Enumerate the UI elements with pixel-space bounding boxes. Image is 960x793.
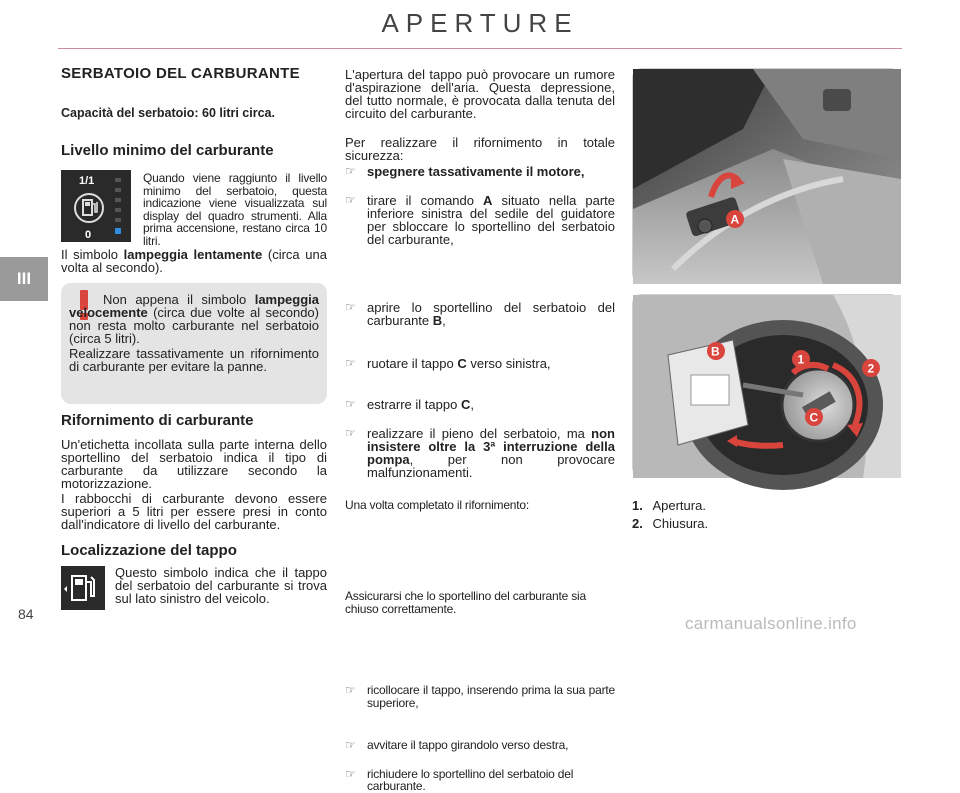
warning-text-1-pre: Non appena il simbolo [103, 292, 255, 307]
title-rule [58, 48, 902, 49]
page-number: 84 [18, 606, 34, 622]
after-title: Una volta completato il rifornimento: [345, 498, 530, 512]
warning-text-1-post: (circa due volte al secondo) non resta molto carburante nel serbatoio (circa 5 litri). [69, 305, 319, 346]
after-item-1: ☞ ricollocare il tappo, inserendo prima la sua parte superiore, [345, 684, 615, 709]
step-5-post: , [470, 397, 474, 412]
step-5-pre: estrarre il tappo [367, 397, 461, 412]
after-final: Assicurarsi che lo sportellino del carburante sia chiuso correttamente. [345, 589, 586, 616]
step-6-bold: non insistere oltre la 3ª interruzione della pompa [367, 426, 615, 467]
blink-text-pre: Il simbolo [61, 247, 124, 262]
step-4 [345, 357, 615, 370]
main-heading: SERBATOIO DEL CARBURANTE [61, 65, 300, 82]
label-1: 1 [797, 352, 805, 367]
step-4-post: verso sinistra, [466, 356, 551, 371]
blink-text-post: (circa una volta al secondo). [61, 247, 327, 275]
gauge-top-label: 1/1 [79, 175, 95, 187]
fuel-cap-photo [632, 294, 900, 477]
min-level-text: Quando viene raggiunto il livello minimo del serbatoio, questa indicazione viene visualizzata sul display del quadro strumenti. Alla prima accensione, restano circa 10 litri. [143, 171, 327, 248]
min-level-heading: Livello minimo del carburante [61, 142, 274, 159]
chapter-tab: III [0, 257, 48, 301]
watermark: carmanualsonline.info [685, 614, 857, 633]
step-6 [345, 427, 615, 479]
label-2: 2 [867, 361, 875, 376]
cap-location-heading: Localizzazione del tappo [61, 542, 237, 559]
legend-text-2: Chiusura. [652, 516, 709, 531]
legend-num-1: 1. [632, 498, 643, 513]
step-2-post: situato nella parte inferiore sinistra del sedile del guidatore per sbloccare lo sportellino del serbatoio del carburante, [367, 193, 616, 247]
fuel-door-side-icon [61, 566, 105, 610]
legend-item-2 [632, 516, 708, 531]
step-4-pre: ruotare il tappo [367, 356, 458, 371]
step-3-post: , [442, 313, 446, 328]
refuel-text-2: I rabbocchi di carburante devono essere superiori a 5 litri per essere presi in conto dall'indicatore di livello del carburante. [61, 491, 327, 532]
step-5 [345, 398, 615, 411]
step-3 [345, 301, 615, 327]
warning-text-1 [69, 293, 319, 345]
label-b: B [711, 344, 720, 359]
step-4-bold: C [457, 356, 467, 371]
legend-text-1: Apertura. [652, 498, 706, 513]
warning-box [61, 283, 327, 404]
step-3-pre: aprire lo sportellino del serbatoio del carburante [367, 300, 615, 328]
intro-text: L'apertura del tappo può provocare un rumore d'aspirazione dell'aria. Questa depressione, del tutto normale, è provocata dalla tenuta del circuito del carburante. [345, 67, 615, 121]
legend-num-2: 2. [632, 516, 643, 531]
blink-text-bold: lampeggia lentamente [123, 247, 263, 262]
label-a: A [730, 212, 740, 227]
step-2 [345, 194, 615, 246]
step-2-pre: tirare il comando [367, 193, 484, 208]
after-item-3: ☞ richiudere lo sportellino del serbatoio del carburante. [345, 768, 615, 793]
warning-text-2: Realizzare tassativamente un rifornimento di carburante per evitare la panne. [69, 346, 319, 374]
fuel-gauge-icon [61, 170, 131, 242]
step-1-bold: spegnere tassativamente il motore, [367, 164, 585, 179]
step-6-post: , per non provocare malfunzionamenti. [367, 452, 615, 480]
gauge-bottom-label: 0 [85, 229, 92, 241]
refuel-text-1: Un'etichetta incollata sulla parte interna dello sportellino del serbatoio indica il tipo di carburante da utilizzare secondo la motorizzazione. [61, 437, 327, 491]
page-title: APERTURE [381, 8, 579, 38]
warning-text-1-bold: lampeggia velocemente [69, 292, 319, 320]
step-2-bold: A [483, 193, 493, 208]
step-6-pre: realizzare il pieno del serbatoio, ma [367, 426, 592, 441]
capacity-text: Capacità del serbatoio: 60 litri circa. [61, 106, 275, 120]
safety-text: Per realizzare il rifornimento in totale sicurezza: [345, 135, 615, 163]
cap-location-text: Questo simbolo indica che il tappo del serbatoio del carburante si trova sul lato sinistro del veicolo. [115, 565, 327, 606]
label-c: C [809, 410, 819, 425]
step-5-bold: C [460, 397, 471, 412]
step-3-bold: B [432, 313, 443, 328]
step-1 [345, 165, 615, 178]
blink-text [61, 248, 327, 274]
refuel-heading: Rifornimento di carburante [61, 412, 254, 429]
after-item-2: ☞ avvitare il tappo girandolo verso destra, [345, 739, 615, 752]
release-lever-photo [632, 68, 900, 283]
legend-item-1 [632, 498, 706, 513]
